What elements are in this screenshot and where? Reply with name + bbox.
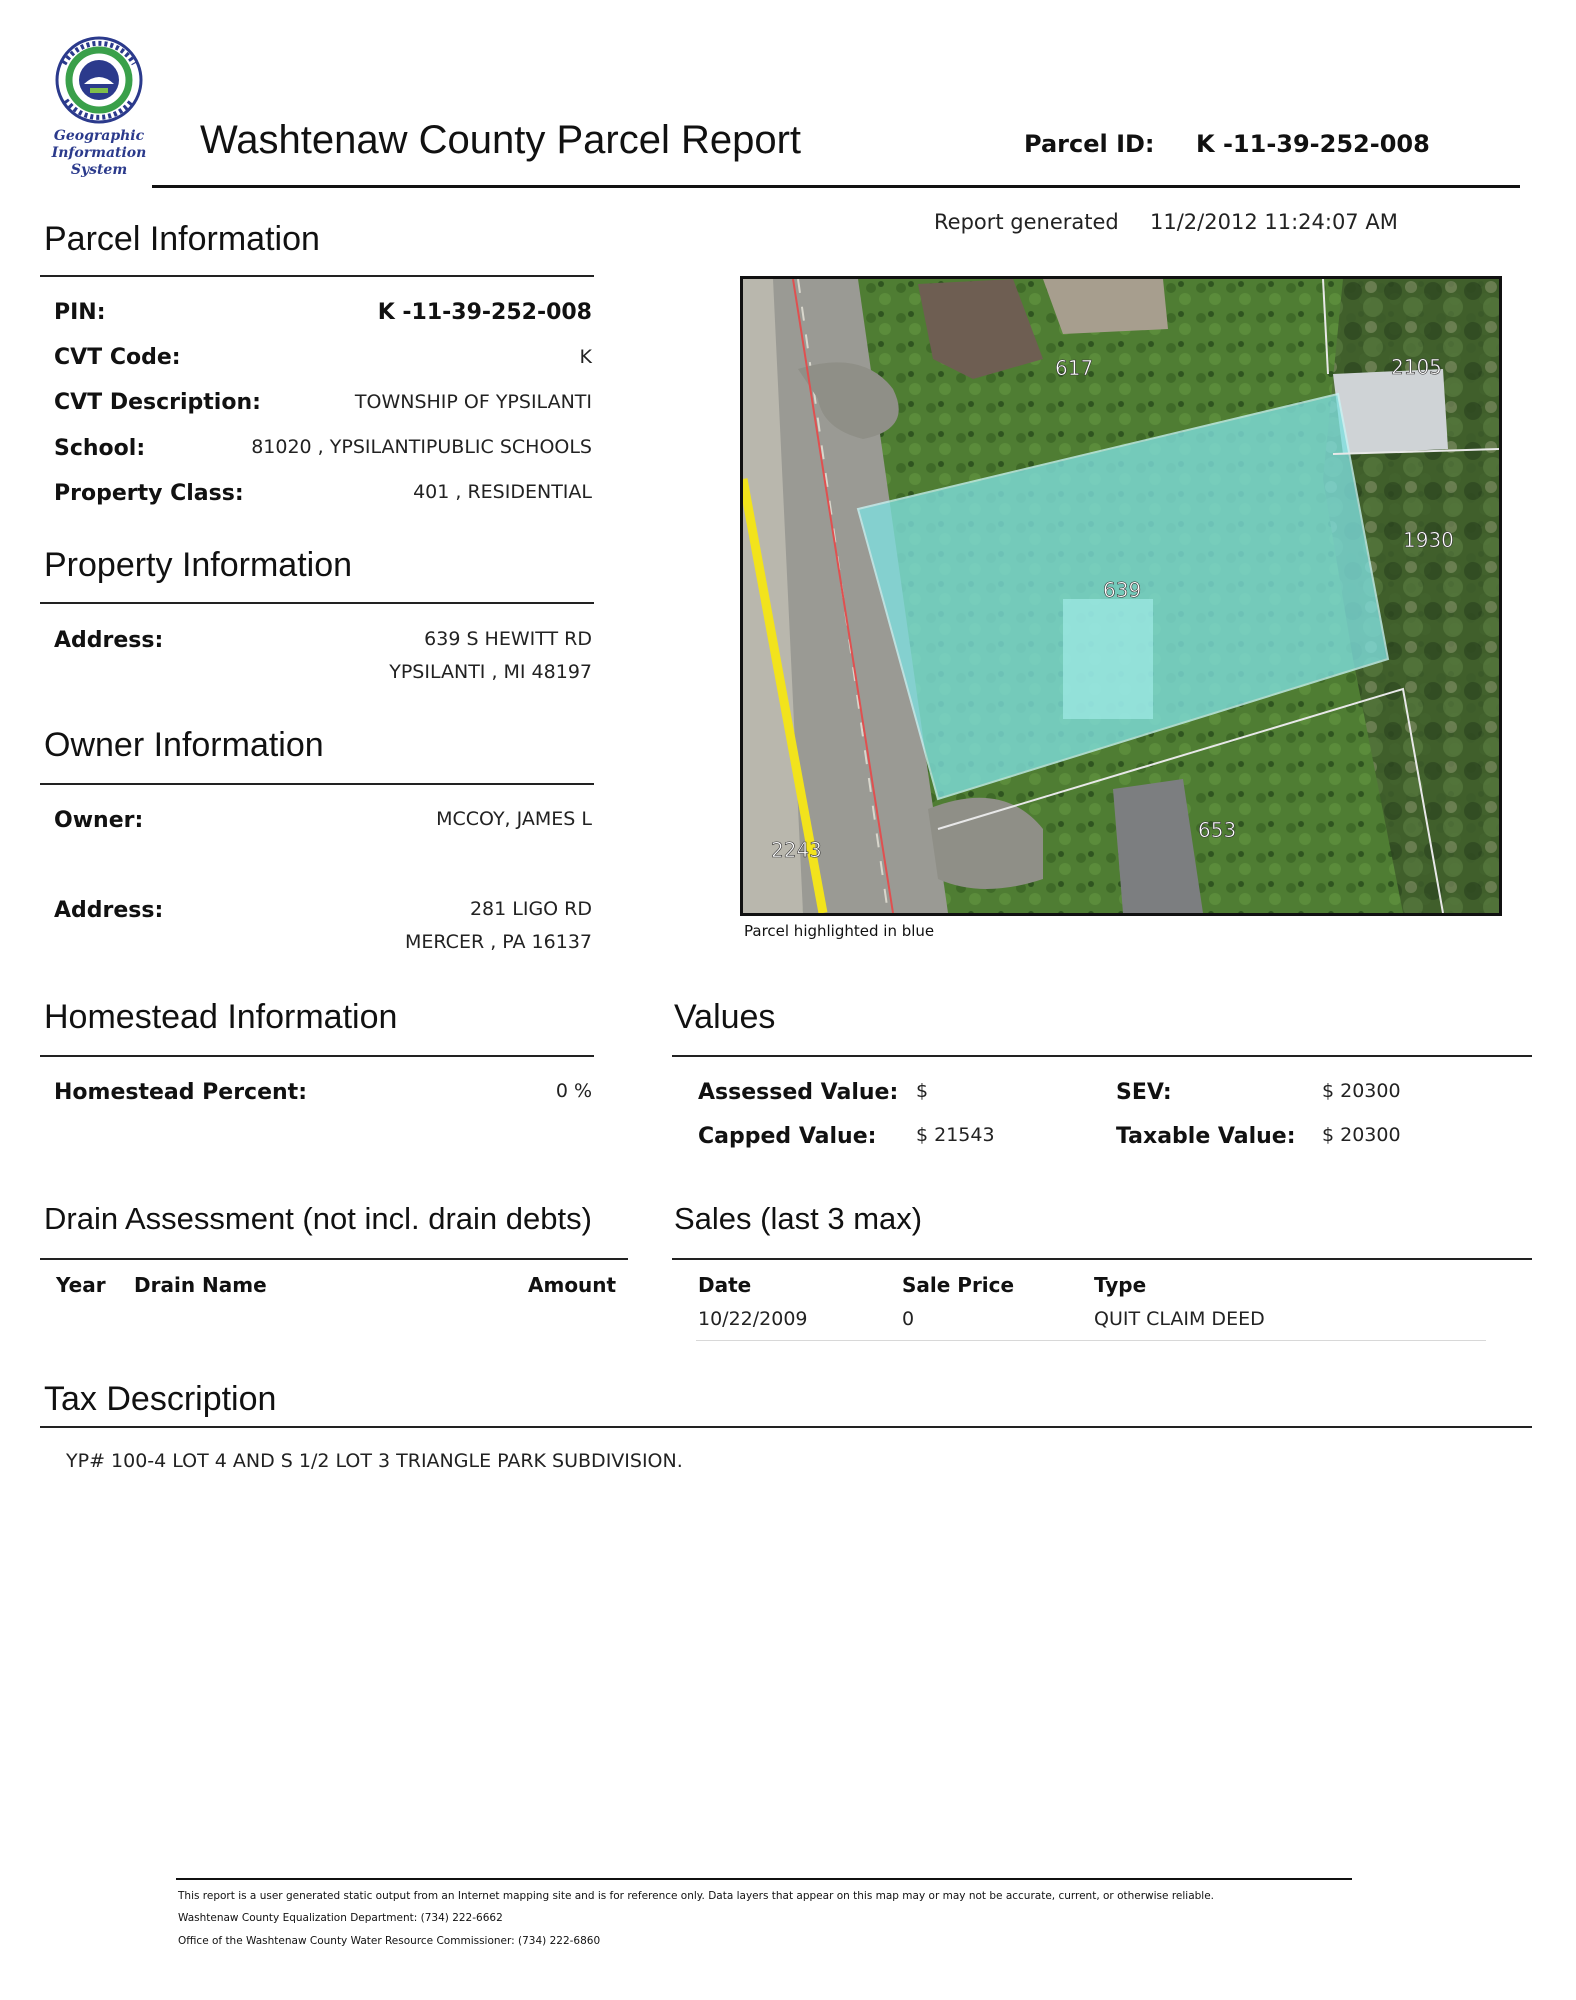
section-divider [672, 1258, 1532, 1260]
header-divider [152, 185, 1520, 188]
homestead-percent-label: Homestead Percent: [54, 1080, 307, 1105]
drain-column-name: Drain Name [134, 1273, 267, 1297]
property-address-label: Address: [54, 628, 164, 653]
section-title-drain-assessment: Drain Assessment (not incl. drain debts) [44, 1201, 592, 1236]
aerial-map-image [743, 279, 1499, 913]
footer-water-commissioner-contact: Office of the Washtenaw County Water Resource Commissioner: (734) 222-6860 [178, 1935, 601, 1947]
owner-address-line2: MERCER , PA 16137 [405, 931, 592, 953]
owner-address-line1: 281 LIGO RD [469, 898, 592, 920]
sale-price: 0 [902, 1308, 915, 1330]
drain-column-amount: Amount [528, 1273, 617, 1297]
capped-value-label: Capped Value: [698, 1124, 877, 1149]
section-title-tax-description: Tax Description [44, 1380, 277, 1418]
map-label-639: 639 [1103, 578, 1142, 602]
logo-caption-line: Geographic [53, 128, 145, 144]
map-building [1333, 369, 1448, 454]
parcel-id-value: K -11-39-252-008 [1196, 130, 1430, 158]
map-caption: Parcel highlighted in blue [744, 922, 935, 940]
sale-type: QUIT CLAIM DEED [1094, 1308, 1265, 1330]
taxable-value-label: Taxable Value: [1116, 1124, 1296, 1149]
sales-column-type: Type [1094, 1273, 1147, 1297]
logo-caption-line: Information [51, 145, 147, 161]
property-address-line1: 639 S HEWITT RD [424, 628, 592, 650]
report-generated-value: 11/2/2012 11:24:07 AM [1150, 210, 1398, 234]
pin-value: K -11-39-252-008 [377, 300, 592, 325]
sev-value: $ 20300 [1322, 1080, 1401, 1102]
parcel-id-label: Parcel ID: [1024, 130, 1155, 158]
capped-value: $ 21543 [916, 1124, 995, 1146]
cvt-description-label: CVT Description: [54, 390, 261, 415]
gis-logo [44, 34, 154, 184]
footer-divider [176, 1878, 1352, 1880]
section-title-values: Values [674, 998, 776, 1036]
section-divider [672, 1055, 1532, 1057]
logo-caption-line: System [70, 162, 128, 178]
parcel-structure [1063, 599, 1153, 719]
sale-date: 10/22/2009 [698, 1308, 808, 1330]
cvt-code-value: K [579, 346, 592, 368]
map-label-1930: 1930 [1403, 528, 1454, 552]
sales-row-divider [696, 1340, 1486, 1341]
map-label-2105: 2105 [1391, 355, 1442, 379]
map-label-2243: 2243 [771, 838, 822, 862]
county-seal-icon [44, 34, 154, 134]
section-title-sales: Sales (last 3 max) [674, 1201, 923, 1236]
owner-value: MCCOY, JAMES L [436, 808, 592, 830]
cvt-code-label: CVT Code: [54, 345, 181, 370]
school-label: School: [54, 436, 146, 461]
property-class-label: Property Class: [54, 481, 244, 506]
map-label-653: 653 [1198, 818, 1237, 842]
assessed-value: $ [916, 1080, 929, 1102]
property-address-line2: YPSILANTI , MI 48197 [389, 661, 592, 683]
section-divider [40, 275, 594, 277]
school-value: 81020 , YPSILANTIPUBLIC SCHOOLS [251, 436, 592, 458]
section-title-parcel-information: Parcel Information [44, 220, 320, 258]
owner-address-label: Address: [54, 898, 164, 923]
sev-label: SEV: [1116, 1080, 1172, 1105]
footer-equalization-contact: Washtenaw County Equalization Department: (734) 222-6662 [178, 1912, 503, 1924]
report-generated-label: Report generated [934, 210, 1119, 234]
map-label-617: 617 [1055, 356, 1094, 380]
parcel-map[interactable] [740, 276, 1502, 916]
owner-label: Owner: [54, 808, 144, 833]
section-divider [40, 1426, 1532, 1428]
assessed-value-label: Assessed Value: [698, 1080, 899, 1105]
taxable-value: $ 20300 [1322, 1124, 1401, 1146]
section-divider [40, 1055, 594, 1057]
property-class-value: 401 , RESIDENTIAL [413, 481, 592, 503]
section-divider [40, 602, 594, 604]
section-divider [40, 1258, 628, 1260]
drain-column-year: Year [56, 1273, 106, 1297]
tax-description-text: YP# 100-4 LOT 4 AND S 1/2 LOT 3 TRIANGLE PARK SUBDIVISION. [66, 1450, 683, 1472]
map-building [1043, 279, 1168, 334]
homestead-percent-value: 0 % [555, 1080, 592, 1102]
cvt-description-value: TOWNSHIP OF YPSILANTI [354, 391, 592, 413]
pin-label: PIN: [54, 300, 106, 325]
report-title: Washtenaw County Parcel Report [200, 118, 802, 162]
section-title-owner-information: Owner Information [44, 726, 324, 764]
section-title-homestead-information: Homestead Information [44, 998, 398, 1036]
sales-column-date: Date [698, 1273, 752, 1297]
section-title-property-information: Property Information [44, 546, 353, 584]
footer-disclaimer: This report is a user generated static output from an Internet mapping site and is for reference only. Data layers that appear on this map may or may not be accurate, current, or otherwise reliable. [178, 1890, 1215, 1902]
section-divider [40, 783, 594, 785]
sales-column-price: Sale Price [902, 1273, 1015, 1297]
